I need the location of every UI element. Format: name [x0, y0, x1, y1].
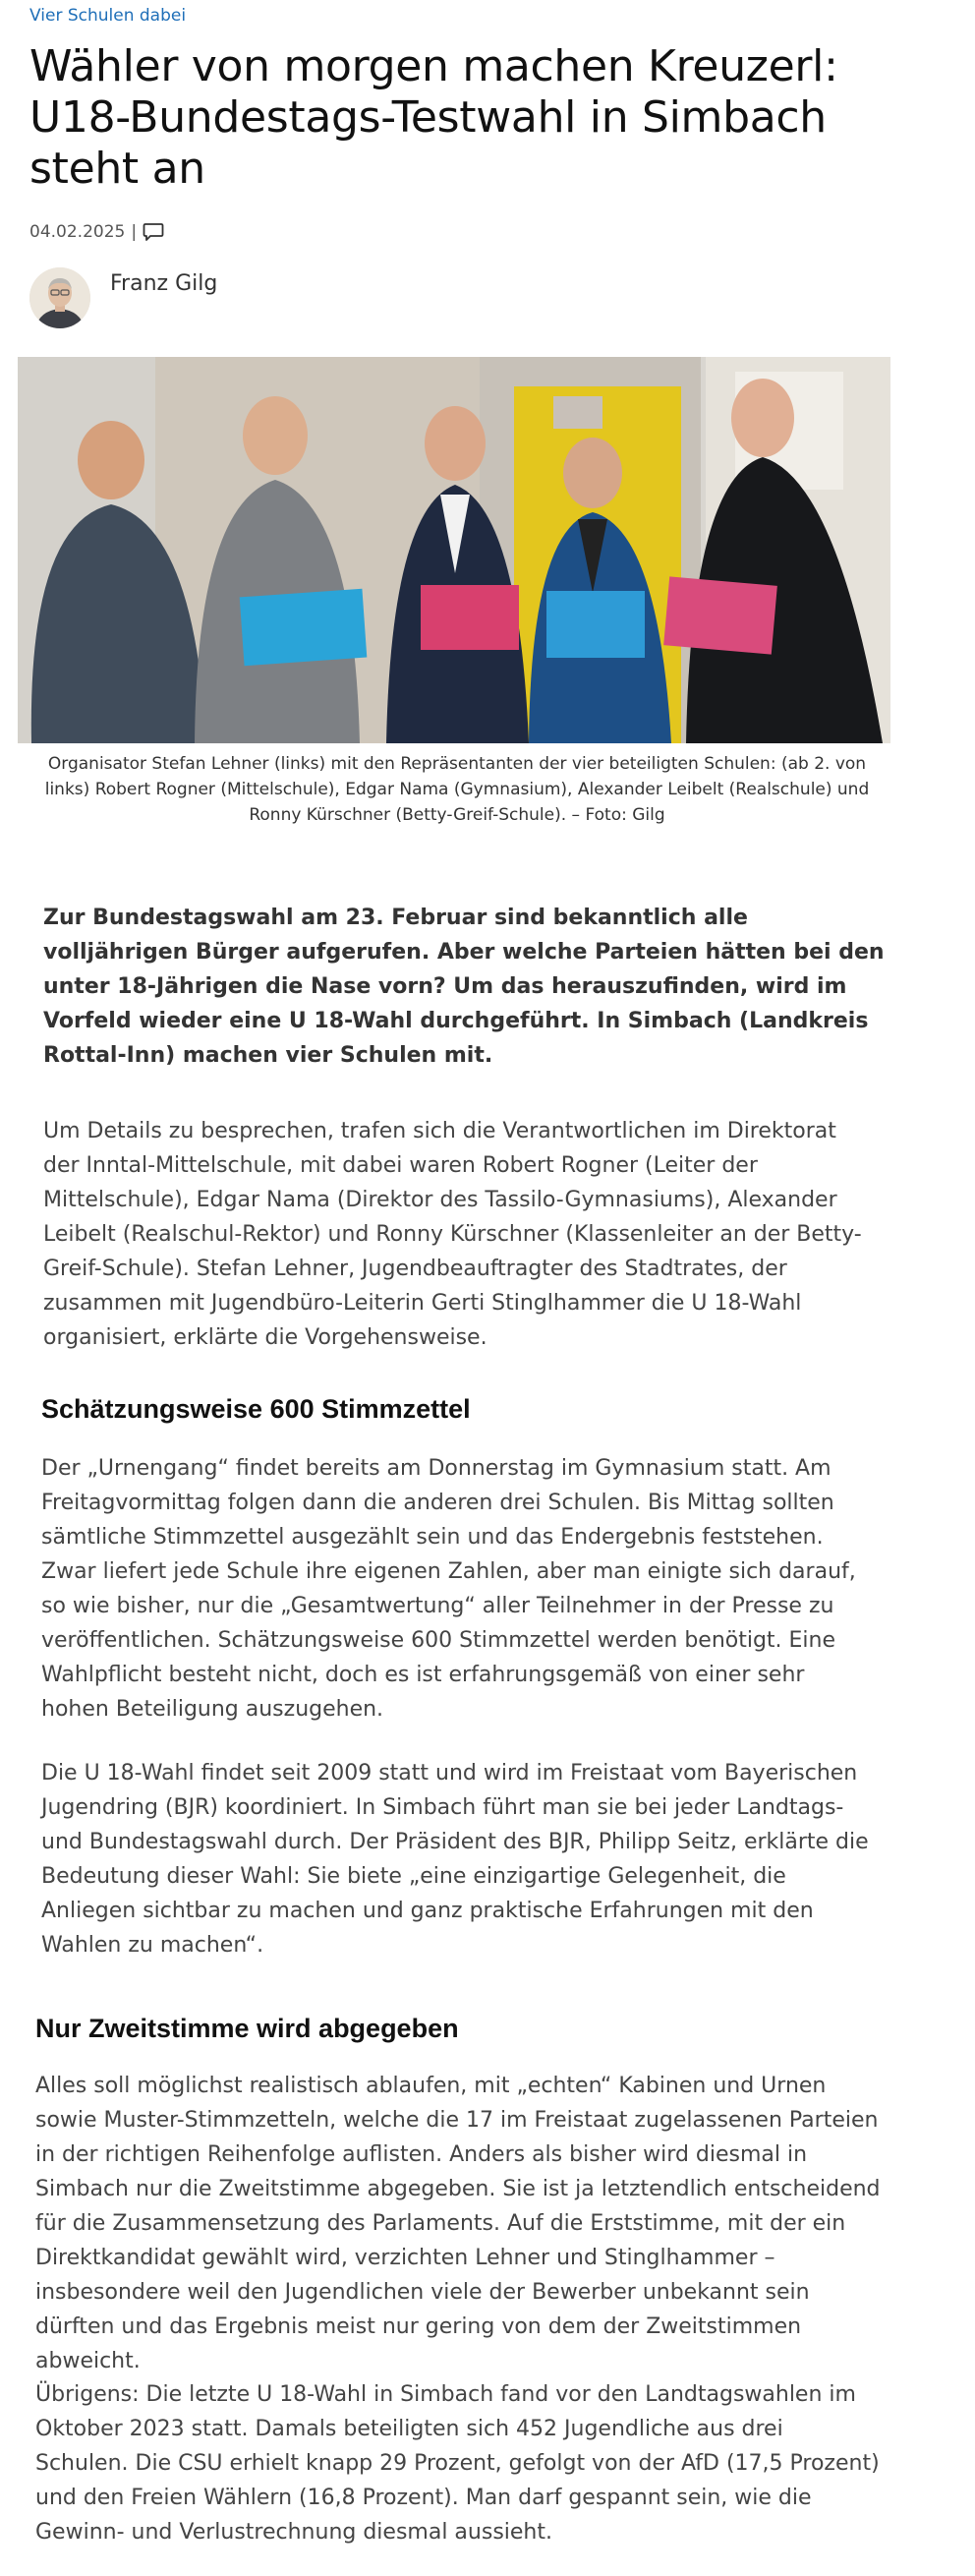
paragraph-5: Übrigens: Die letzte U 18-Wahl in Simbach fand vor den Landtagswahlen im Oktober 2023 statt. Damals beteiligten sich 452 Jugendliche aus drei Schulen. Die CSU erhielt knapp 29 Prozent, gefolgt von der AfD (17,5 Prozent) und den Freien Wählern (16,8 Prozent). Man darf gespannt sein, wie die Gewinn- und Verlustrechnung diesmal aussieht. — [35, 2382, 880, 2545]
photo-caption: Organisator Stefan Lehner (links) mit den Repräsentanten der vier beteiligten Schulen: (ab 2. von links) Robert Rogner (Mittelschule), Edgar Nama (Gymnasium), Alexander Leibelt (Realschule) und Ronny Kürschner (Betty-Greif-Schule). – Foto: Gilg — [44, 754, 870, 825]
publish-date: 04.02.2025 — [29, 222, 126, 242]
article-meta — [29, 222, 164, 242]
comment-icon[interactable] — [143, 222, 164, 242]
paragraph-4: Alles soll möglichst realistisch ablaufen, mit „echten“ Kabinen und Urnen sowie Muster-Stimmzetteln, welche die 17 im Freistaat zugelassenen Parteien in der richtigen Reihenfolge auflisten. Anders als bisher wird diesmal in Simbach nur die Zweitstimme abgegeben. Sie ist ja letztendlich entscheidend für die Zusammensetzung des Parlaments. Auf die Erststimme, mit der ein Direktkandidat gewählt wird, verzichten Lehner und Stinglhammer – insbesondere weil den Jugendlichen viele der Bewerber unbekannt sein dürften und das Ergebnis meist nur gering von dem der Zweitstimmen abweicht. — [35, 2074, 881, 2373]
meta-separator: | — [131, 222, 138, 242]
article-headline: Wähler von morgen machen Kreuzerl: U18-Bundestags-Testwahl in Simbach steht an — [29, 41, 838, 194]
paragraph-2: Der „Urnengang“ findet bereits am Donnerstag im Gymnasium statt. Am Freitagvormittag folgen dann die anderen drei Schulen. Bis Mittag sollten sämtliche Stimmzettel ausgezählt sein und das Endergebnis feststehen. Zwar liefert jede Schule ihre eigenen Zahlen, aber man einigte sich darauf, so wie bisher, nur die „Gesamtwertung“ aller Teilnehmer in der Presse zu veröffentlichen. Schätzungsweise 600 Stimmzettel werden benötigt. Eine Wahlpflicht besteht nicht, doch es ist erfahrungsgemäß von einer sehr hohen Beteiligung auszugehen. — [41, 1456, 856, 1722]
subheading-2: Nur Zweitstimme wird abgegeben — [35, 2014, 459, 2043]
article-photo — [18, 357, 890, 743]
paragraph-3: Die U 18-Wahl findet seit 2009 statt und wird im Freistaat vom Bayerischen Jugendring (BJR) koordiniert. In Simbach führt man sie bei jeder Landtags- und Bundestagswahl durch. Der Präsident des BJR, Philipp Seitz, erklärte die Bedeutung dieser Wahl: Sie biete „eine einzigartige Gelegenheit, die Anliegen sichtbar zu machen und ganz praktische Erfahrungen mit den Wahlen zu machen“. — [41, 1761, 869, 1958]
article-kicker[interactable]: Vier Schulen dabei — [29, 6, 187, 26]
author-block[interactable] — [29, 267, 217, 328]
paragraph-1: Um Details zu besprechen, trafen sich die Verantwortlichen im Direktorat der Inntal-Mittelschule, mit dabei waren Robert Rogner (Leiter der Mittelschule), Edgar Nama (Direktor des Tassilo-Gymnasiums), Alexander Leibelt (Realschul-Rektor) und Ronny Kürschner (Klassenleiter an der Betty-Greif-Schule). Stefan Lehner, Jugendbeauftragter des Stadtrates, der zusammen mit Jugendbüro-Leiterin Gerti Stinglhammer die U 18-Wahl organisiert, erklärte die Vorgehensweise. — [43, 1119, 862, 1350]
author-name[interactable]: Franz Gilg — [110, 271, 218, 296]
author-avatar[interactable] — [29, 267, 90, 328]
subheading-1: Schätzungsweise 600 Stimmzettel — [41, 1394, 471, 1424]
article-lead: Zur Bundestagswahl am 23. Februar sind bekanntlich alle volljährigen Bürger aufgerufen. Aber welche Parteien hätten bei den unter 18-Jährigen die Nase vorn? Um das herauszufinden, wird im Vorfeld wieder eine U 18-Wahl durchgeführt. In Simbach (Landkreis Rottal-Inn) machen vier Schulen mit. — [43, 906, 885, 1068]
